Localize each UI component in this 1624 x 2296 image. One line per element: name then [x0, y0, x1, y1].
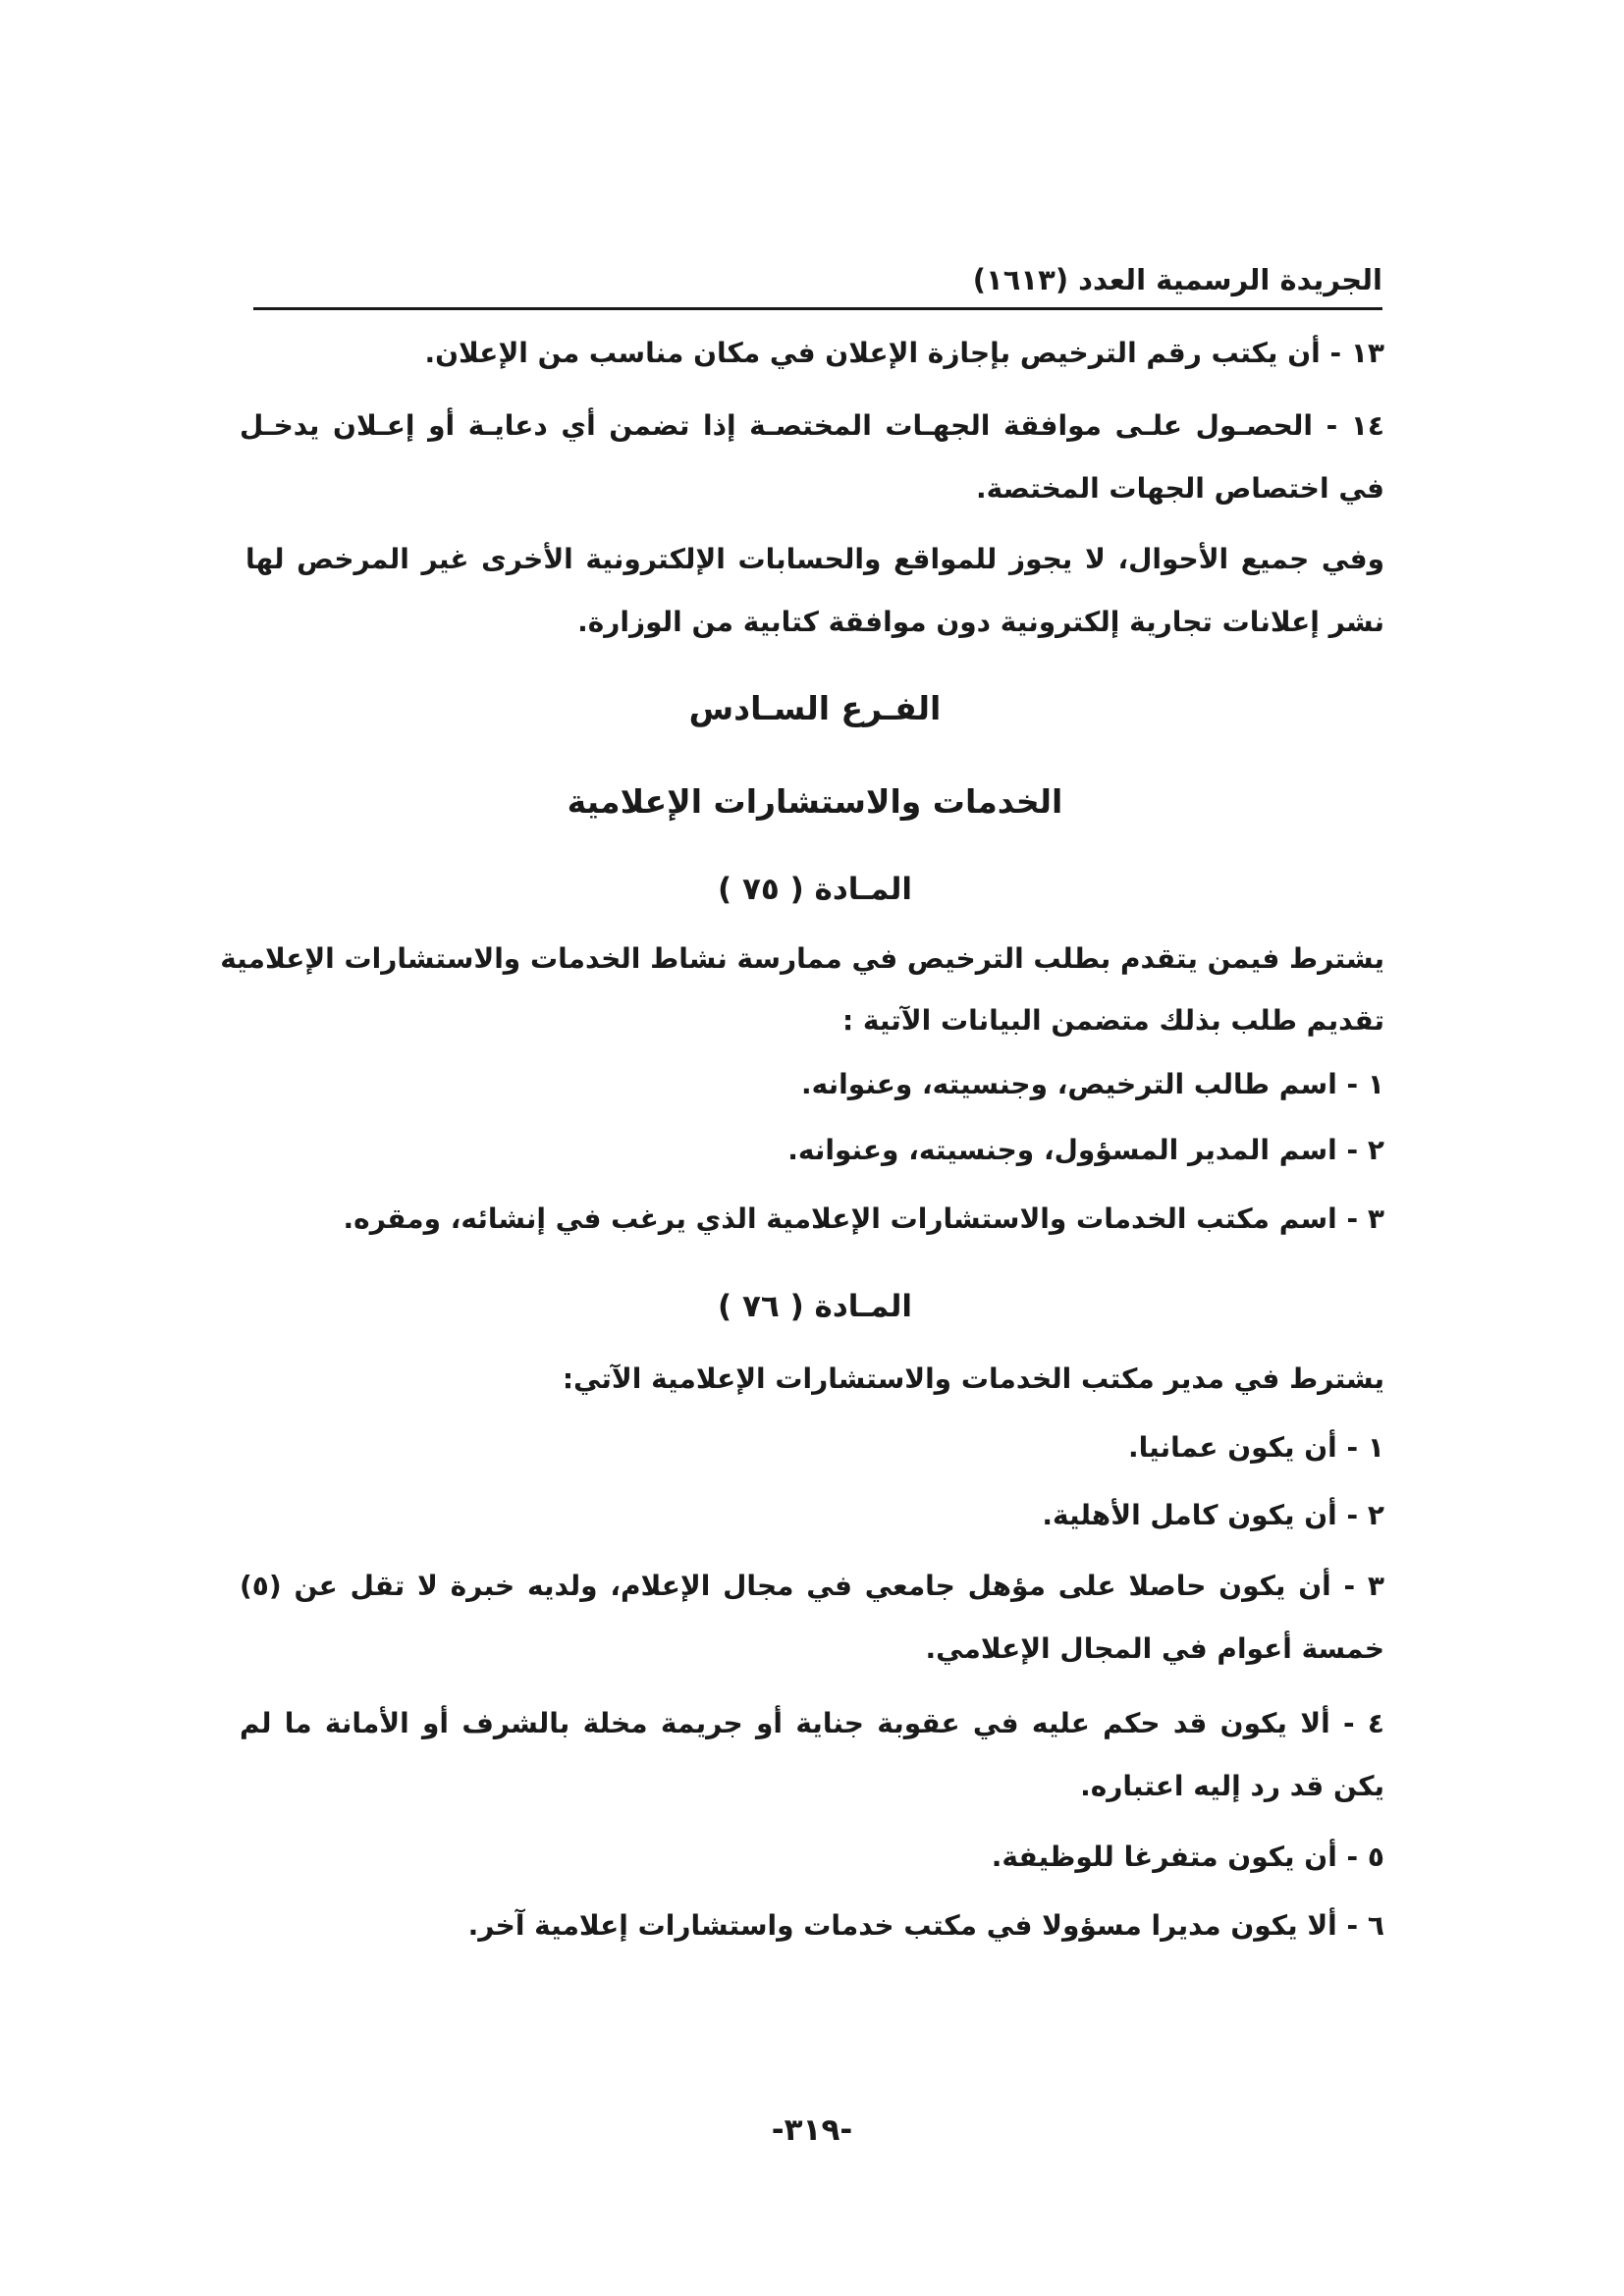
article-75-item-2: ٢ - اسم المدير المسؤول، وجنسيته، وعنوانه. — [787, 1134, 1384, 1166]
article-75-intro-line-2: تقديم طلب بذلك متضمن البيانات الآتية : — [841, 1004, 1384, 1037]
article-76-item-4-line-1: ٤ - ألا يكون قد حكم عليه في عقوبة جناية أو جريمة مخلة بالشرف أو الأمانة ما لم — [240, 1707, 1384, 1739]
article-75-item-1: ١ - اسم طالب الترخيص، وجنسيته، وعنوانه. — [801, 1068, 1384, 1100]
paragraph-line-2: نشر إعلانات تجارية إلكترونية دون موافقة كتابية من الوزارة. — [577, 606, 1384, 638]
article-75-intro-line-1: يشترط فيمن يتقدم بطلب الترخيص في ممارسة نشاط الخدمات والاستشارات الإعلامية — [220, 942, 1384, 975]
article-76-item-3-line-2: خمسة أعوام في المجال الإعلامي. — [925, 1632, 1384, 1665]
list-item-14-line-1: ١٤ - الحصـول علـى موافقة الجهـات المختصـة إذا تضمن أي دعايـة أو إعـلان يدخـل — [240, 409, 1384, 442]
article-76-item-3-line-1: ٣ - أن يكون حاصلا على مؤهل جامعي في مجال الإعلام، ولديه خبرة لا تقل عن (٥) — [240, 1570, 1384, 1602]
section-title: الفـرع السـادس — [688, 689, 942, 727]
article-76-title: المـادة ( ٧٦ ) — [717, 1289, 913, 1324]
page-number: -٣١٩- — [771, 2112, 853, 2148]
section-subtitle: الخدمات والاستشارات الإعلامية — [567, 782, 1063, 821]
article-76-item-4-line-2: يكن قد رد إليه اعتباره. — [1080, 1770, 1384, 1802]
article-76-intro: يشترط في مدير مكتب الخدمات والاستشارات الإعلامية الآتي: — [562, 1362, 1384, 1395]
gazette-header-title: الجريدة الرسمية العدد (١٦١٣) — [972, 263, 1382, 296]
article-76-item-5: ٥ - أن يكون متفرغا للوظيفة. — [991, 1841, 1384, 1873]
article-76-item-2: ٢ - أن يكون كامل الأهلية. — [1042, 1499, 1384, 1531]
article-75-item-3: ٣ - اسم مكتب الخدمات والاستشارات الإعلامية الذي يرغب في إنشائه، ومقره. — [343, 1202, 1384, 1235]
article-76-item-1: ١ - أن يكون عمانيا. — [1128, 1431, 1384, 1464]
list-item-14-line-2: في اختصاص الجهات المختصة. — [975, 472, 1384, 505]
list-item-13: ١٣ - أن يكتب رقم الترخيص بإجازة الإعلان في مكان مناسب من الإعلان. — [424, 337, 1384, 369]
article-75-title: المـادة ( ٧٥ ) — [717, 872, 913, 907]
paragraph-line-1: وفي جميع الأحوال، لا يجوز للمواقع والحسابات الإلكترونية الأخرى غير المرخص لها — [245, 543, 1384, 575]
header-divider — [253, 307, 1382, 310]
article-76-item-6: ٦ - ألا يكون مديرا مسؤولا في مكتب خدمات واستشارات إعلامية آخر. — [467, 1909, 1384, 1942]
